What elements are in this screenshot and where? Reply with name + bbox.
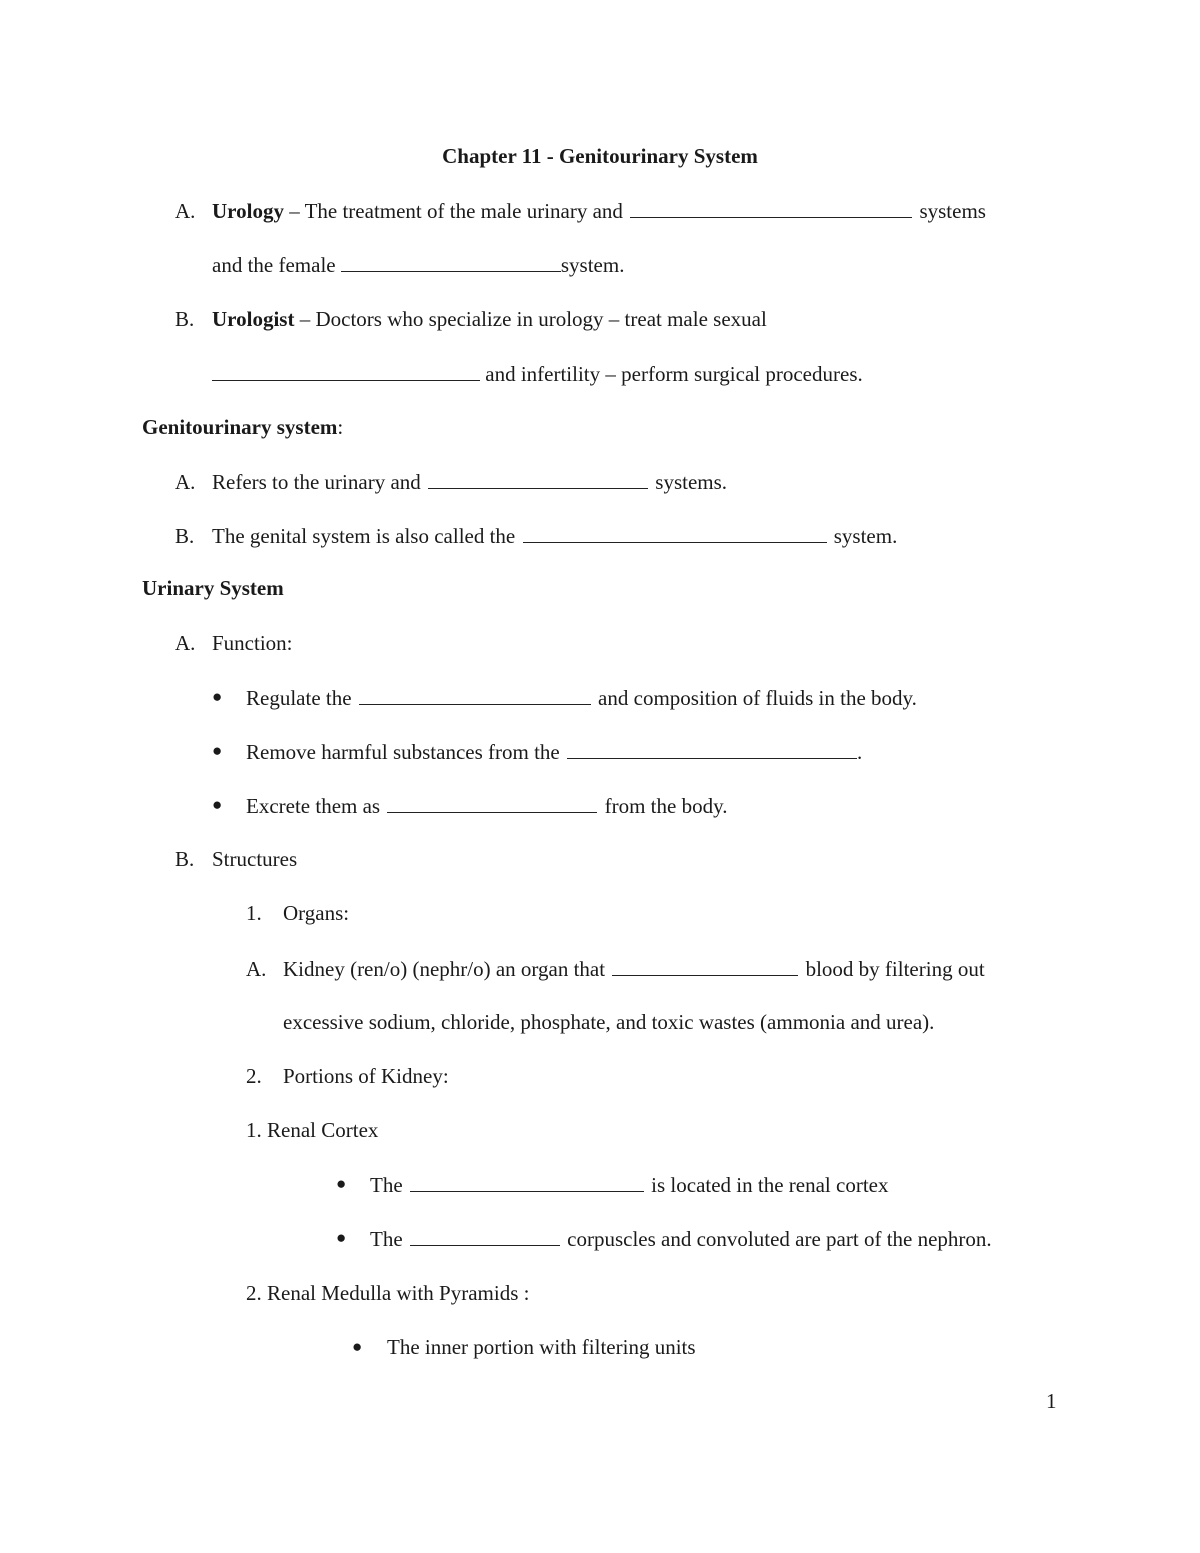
list-marker: A. (175, 199, 196, 223)
fill-in-blank (359, 682, 591, 705)
urinary-item-b: B. Structures (175, 844, 297, 874)
organs-item: 1. Organs: (246, 898, 349, 928)
list-item: Remove harmful substances from the . (246, 736, 862, 767)
page-number: 1 (1046, 1389, 1057, 1413)
list-item: The corpuscles and convoluted are part of the nephron. (370, 1223, 992, 1254)
renal-cortex-heading: 1. Renal Cortex (246, 1118, 379, 1142)
bullet-icon: ● (212, 795, 223, 814)
term-urology: Urology (212, 199, 284, 223)
genitourinary-item-a: A. Refers to the urinary and systems. (175, 466, 727, 497)
fill-in-blank (567, 736, 857, 759)
fill-in-blank (630, 195, 912, 218)
list-marker: A. (175, 470, 196, 494)
list-item: Regulate the and composition of fluids in the body. (246, 682, 917, 713)
list-marker: A. (246, 957, 267, 981)
bullet-icon: ● (212, 687, 223, 706)
renal-medulla-heading: 2. Renal Medulla with Pyramids : (246, 1281, 530, 1305)
definition-text: and the female (212, 253, 341, 277)
list-marker: B. (175, 524, 195, 548)
list-marker: 2. (246, 1064, 262, 1088)
fill-in-blank (428, 466, 648, 489)
urology-item-a-continued (212, 249, 624, 280)
page-title: Chapter 11 - Genitourinary System (442, 144, 758, 168)
list-marker: B. (175, 307, 195, 331)
urologist-item-b (175, 304, 767, 334)
list-item: The inner portion with filtering units (387, 1335, 696, 1359)
list-marker: A. (175, 631, 196, 655)
fill-in-blank (341, 249, 561, 272)
bullet-icon: ● (212, 741, 223, 760)
definition-text: – The treatment of the male urinary and (283, 199, 629, 223)
definition-text: – Doctors who specialize in urology – treat male sexual (294, 307, 767, 331)
kidney-item: A. Kidney (ren/o) (nephr/o) an organ that blood by filtering out (246, 953, 985, 984)
section-heading-urinary: Urinary System (142, 576, 284, 600)
list-marker: 1. (246, 901, 262, 925)
definition-text: and infertility – perform surgical procedures. (480, 362, 863, 386)
urologist-item-b-continued (212, 358, 863, 389)
bullet-icon: ● (336, 1174, 347, 1193)
fill-in-blank (410, 1169, 644, 1192)
term-urologist: Urologist (212, 307, 295, 331)
bullet-icon: ● (352, 1337, 363, 1356)
fill-in-blank (612, 953, 798, 976)
list-marker: B. (175, 847, 195, 871)
kidney-item-continued: excessive sodium, chloride, phosphate, and toxic wastes (ammonia and urea). (283, 1010, 935, 1034)
list-item: Excrete them as from the body. (246, 790, 727, 821)
bullet-icon: ● (336, 1228, 347, 1247)
portions-item: 2. Portions of Kidney: (246, 1061, 449, 1091)
definition-text: systems (914, 199, 986, 223)
genitourinary-item-b: B. The genital system is also called the system. (175, 520, 897, 551)
fill-in-blank (212, 358, 480, 381)
urology-item-a (175, 195, 986, 226)
section-heading-genitourinary: Genitourinary system: (142, 415, 344, 439)
definition-text: system. (560, 253, 625, 277)
list-item: The is located in the renal cortex (370, 1169, 888, 1200)
fill-in-blank (387, 790, 597, 813)
urinary-item-a: A. Function: (175, 628, 293, 658)
fill-in-blank (523, 520, 827, 543)
fill-in-blank (410, 1223, 560, 1246)
